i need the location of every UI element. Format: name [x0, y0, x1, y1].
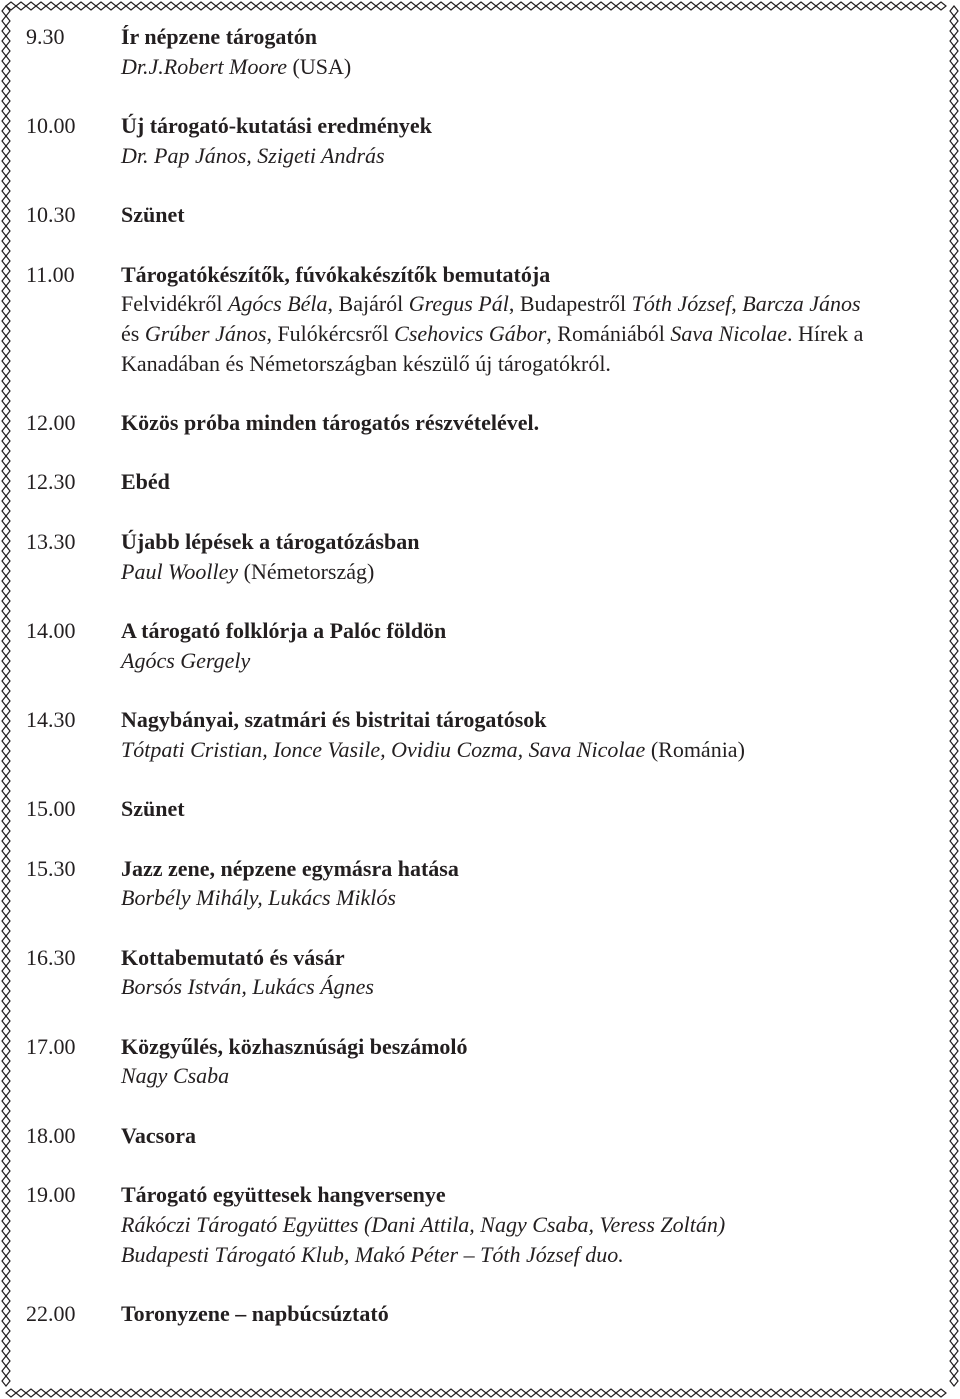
schedule-time: 10.30 — [26, 202, 76, 228]
schedule-detail-line — [121, 1061, 936, 1091]
schedule-item — [26, 200, 936, 230]
schedule-time: 12.30 — [26, 469, 76, 495]
schedule-item — [26, 1180, 936, 1269]
schedule-detail-line — [121, 349, 936, 379]
schedule-time: 13.30 — [26, 528, 76, 554]
schedule-time: 22.00 — [26, 1301, 76, 1326]
schedule-title: Nagybányai, szatmári és bistritai tárogatósok — [121, 707, 547, 733]
schedule-title: Ír népzene tárogatón — [121, 24, 317, 49]
schedule-item — [26, 408, 936, 438]
performer-name: Sava Nicolae — [670, 320, 788, 346]
schedule-title: Közös próba minden tárogatós részvételével. — [121, 410, 540, 436]
detail-text: . Hírek a — [787, 320, 864, 346]
schedule-time: 17.00 — [26, 1033, 76, 1059]
schedule-title: Tárogató együttesek hangversenye — [121, 1182, 446, 1208]
schedule-detail-line — [121, 1210, 936, 1240]
performer-name: Rákóczi Tárogató Együttes (Dani Attila, Nagy Csaba, Veress Zoltán) — [121, 1211, 726, 1237]
schedule-detail-line — [121, 883, 936, 913]
schedule-title: Szünet — [121, 796, 185, 822]
schedule-time: 9.30 — [26, 24, 65, 49]
schedule-item — [26, 1121, 936, 1151]
schedule-time: 12.00 — [26, 410, 76, 436]
schedule-time: 18.00 — [26, 1122, 76, 1148]
detail-text: (Németország) — [238, 558, 375, 584]
detail-text: , Romániából — [546, 320, 671, 346]
schedule-time: 15.30 — [26, 855, 76, 881]
schedule-detail-line — [121, 319, 936, 349]
schedule-title: Közgyűlés, közhasznúsági beszámoló — [121, 1033, 468, 1059]
schedule-item — [26, 111, 936, 170]
detail-text: , Fulókércsről — [266, 320, 395, 346]
performer-name: Borbély Mihály, Lukács Miklós — [121, 885, 396, 911]
performer-name: Paul Woolley — [121, 558, 239, 584]
schedule-title: Újabb lépések a tárogatózásban — [121, 528, 420, 554]
schedule-item — [26, 616, 936, 675]
performer-name: Tóth József — [631, 291, 732, 317]
schedule-time: 15.00 — [26, 796, 76, 822]
performer-name: Budapesti Tárogató Klub, Makó Péter – Tóth József duo. — [121, 1241, 624, 1267]
schedule-time: 10.00 — [26, 113, 76, 139]
schedule-title: A tárogató folklórja a Palóc földön — [121, 617, 447, 643]
schedule-item — [26, 527, 936, 586]
schedule-time: 14.00 — [26, 617, 76, 643]
schedule-item — [26, 260, 936, 379]
schedule-title: Ebéd — [121, 469, 170, 495]
schedule-title: Tárogatókészítők, fúvókakészítők bemutatója — [121, 261, 551, 287]
schedule-item — [26, 943, 936, 1002]
schedule-title: Jazz zene, népzene egymásra hatása — [121, 855, 459, 881]
schedule-item — [26, 1299, 936, 1329]
performer-name: Csehovics Gábor — [394, 320, 547, 346]
schedule-detail-line — [121, 646, 936, 676]
performer-name: Barcza János — [742, 291, 861, 317]
detail-text: , Budapestről — [508, 291, 632, 317]
schedule-detail-line — [121, 289, 936, 319]
schedule-detail-line — [121, 52, 936, 82]
schedule-detail-line — [121, 735, 936, 765]
schedule-item — [26, 467, 936, 497]
performer-name: Grúber János — [144, 320, 267, 346]
performer-name: Nagy Csaba — [121, 1063, 230, 1089]
schedule-detail-line — [121, 557, 936, 587]
performer-name: Dr.J.Robert Moore — [121, 53, 287, 79]
program-schedule — [26, 22, 936, 1329]
performer-name: Agócs Gergely — [121, 647, 251, 673]
performer-name: Dr. Pap János, Szigeti András — [121, 142, 385, 168]
detail-text: , — [731, 291, 743, 317]
schedule-title: Kottabemutató és vásár — [121, 944, 345, 970]
schedule-item — [26, 854, 936, 913]
detail-text: Felvidékről — [121, 291, 228, 317]
detail-text: (USA) — [287, 53, 352, 79]
schedule-title: Vacsora — [121, 1122, 196, 1148]
schedule-time: 14.30 — [26, 707, 76, 733]
schedule-item — [26, 705, 936, 764]
schedule-detail-line — [121, 141, 936, 171]
schedule-title: Toronyzene – napbúcsúztató — [121, 1301, 389, 1326]
detail-text: és — [121, 320, 145, 346]
schedule-time: 11.00 — [26, 261, 75, 287]
performer-name: Borsós István, Lukács Ágnes — [121, 974, 374, 1000]
performer-name: Tótpati Cristian, Ionce Vasile, Ovidiu Cozma, Sava Nicolae — [121, 736, 646, 762]
schedule-item — [26, 1032, 936, 1091]
schedule-time: 16.30 — [26, 944, 76, 970]
detail-text: Kanadában és Németországban készülő új tárogatókról. — [121, 350, 611, 376]
schedule-title: Új tárogató-kutatási eredmények — [121, 113, 432, 139]
detail-text: (Románia) — [645, 736, 745, 762]
performer-name: Gregus Pál — [408, 291, 509, 317]
schedule-detail-line — [121, 1240, 936, 1270]
detail-text: , Bajáról — [327, 291, 409, 317]
schedule-time: 19.00 — [26, 1182, 76, 1208]
schedule-title: Szünet — [121, 202, 185, 228]
performer-name: Agócs Béla — [227, 291, 328, 317]
schedule-detail-line — [121, 972, 936, 1002]
schedule-item — [26, 22, 936, 81]
schedule-item — [26, 794, 936, 824]
